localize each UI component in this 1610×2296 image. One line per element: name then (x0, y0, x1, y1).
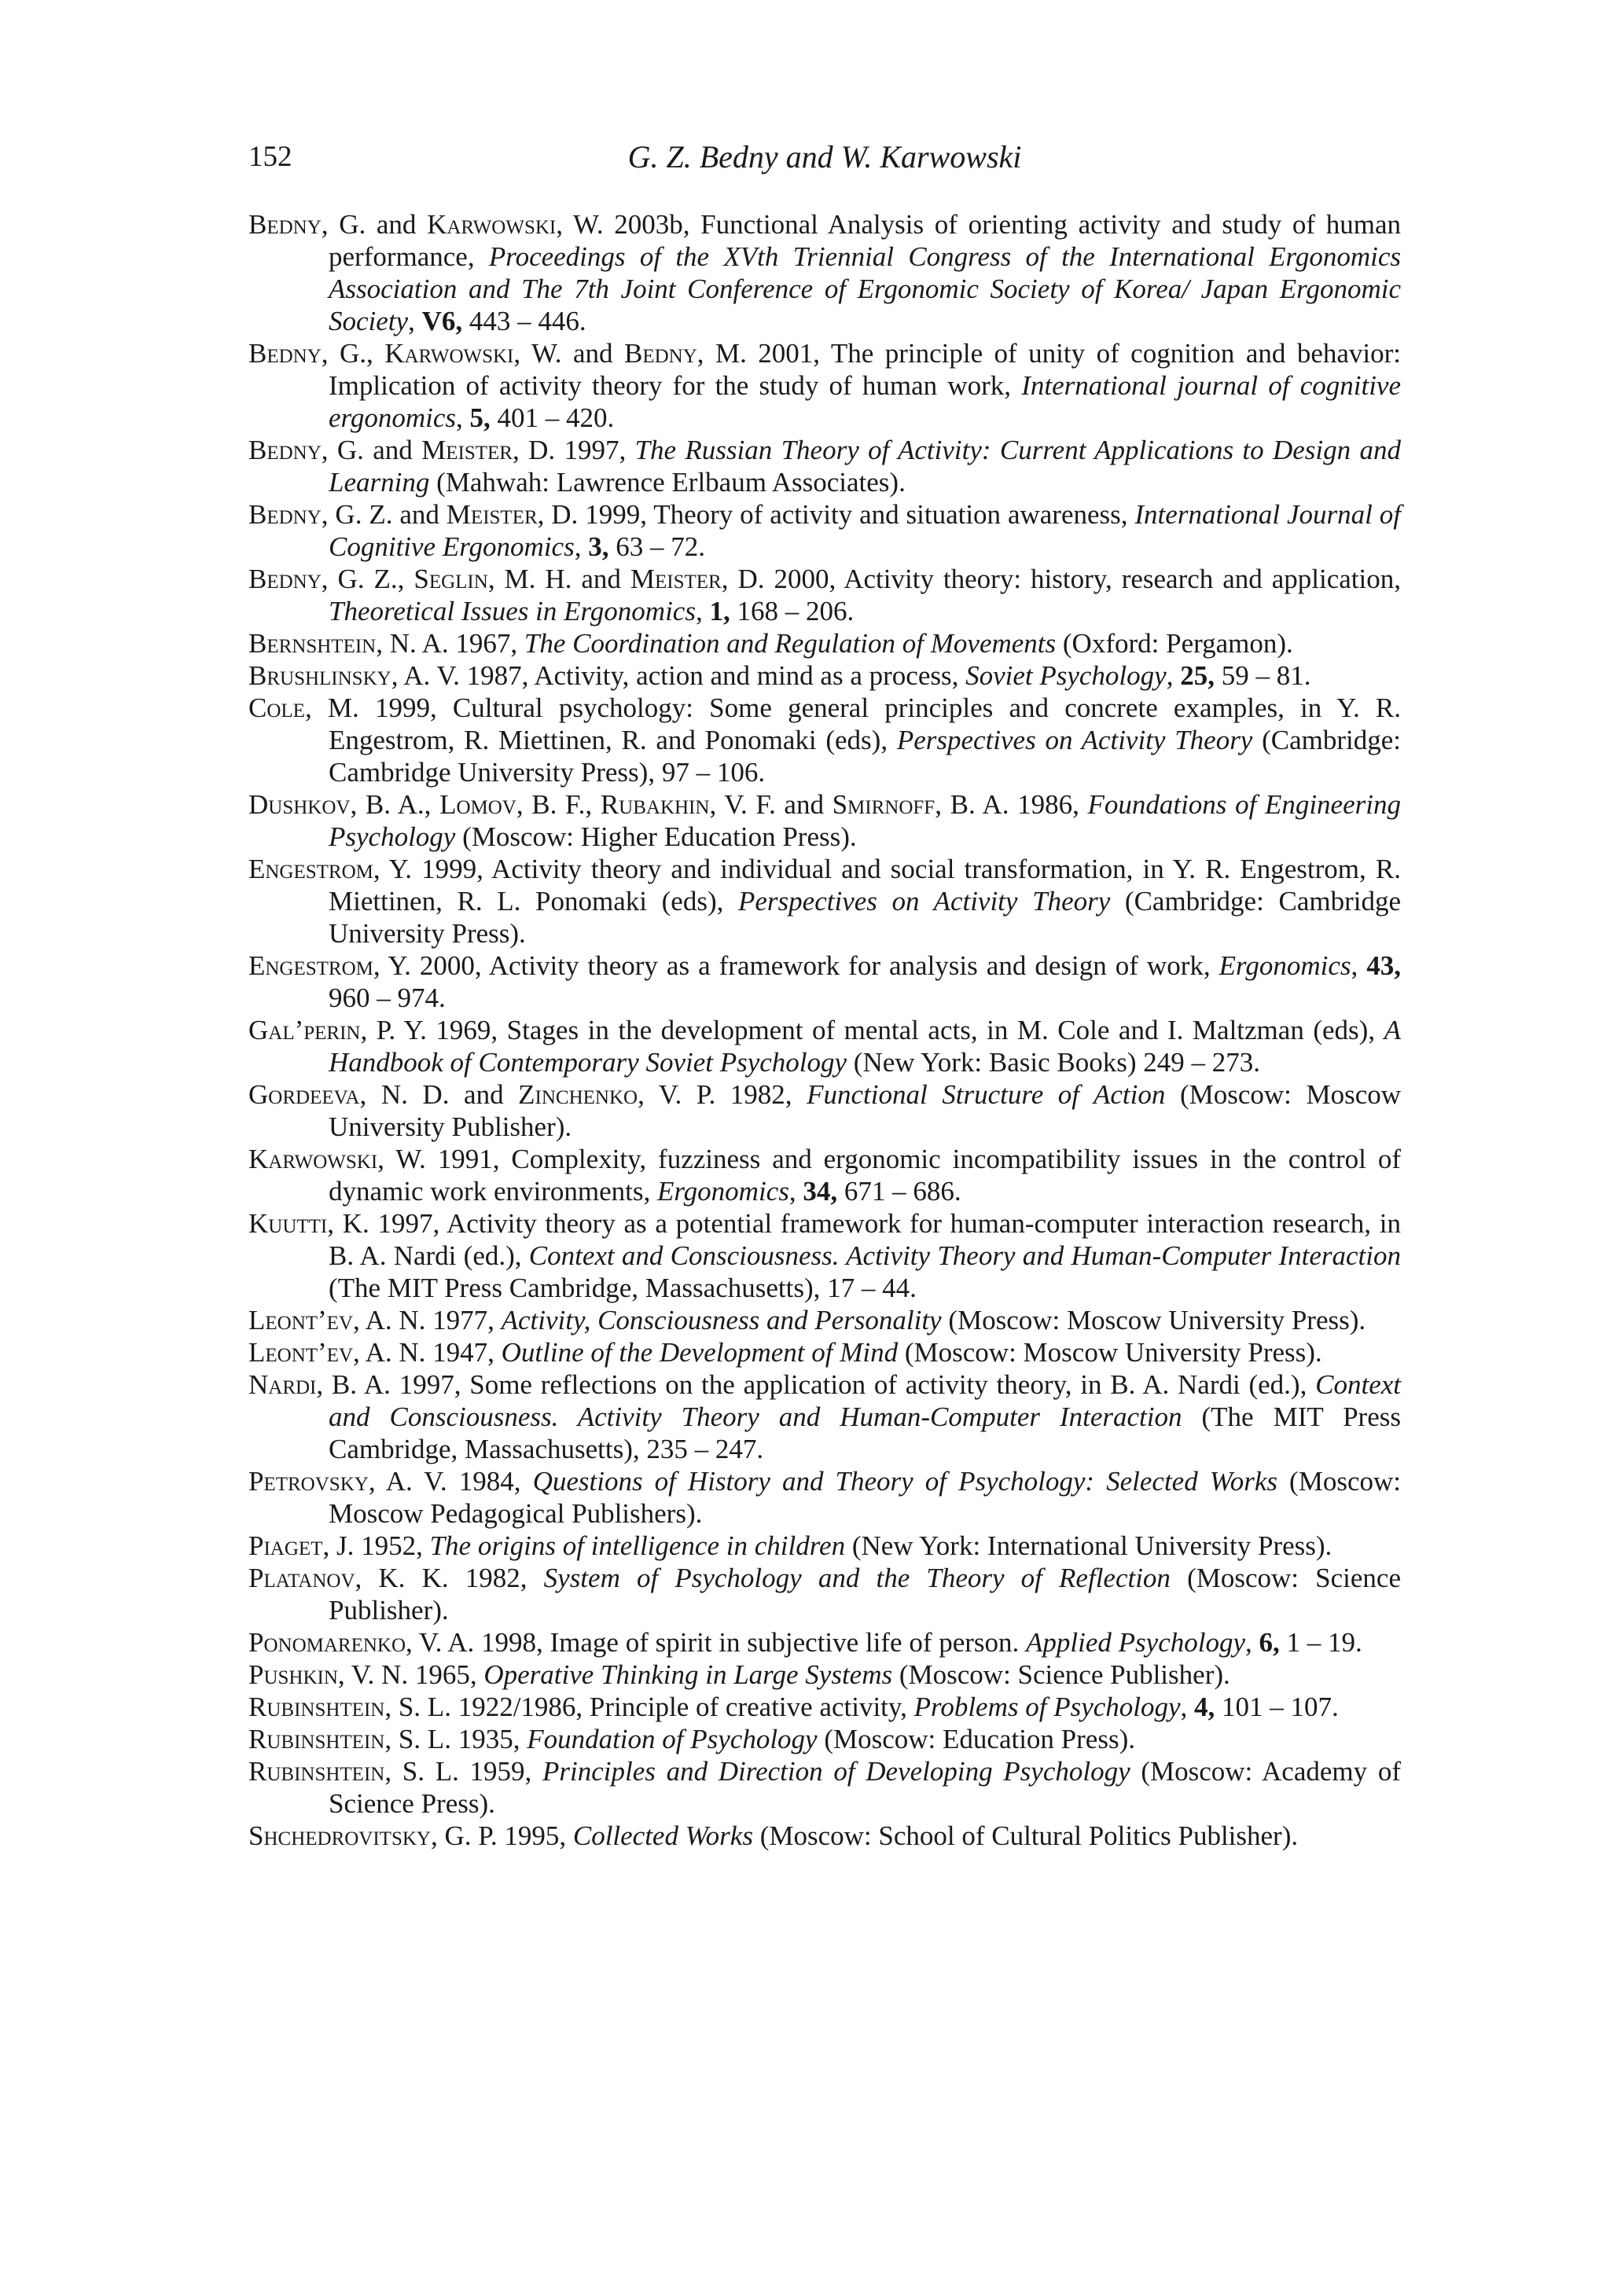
reference-author: Rubinshtein (248, 1692, 385, 1722)
reference-text: (Cambridge: Cambridge University Press), 97 – 106. (329, 725, 1402, 788)
reference-title: Foundation of Psychology (527, 1724, 818, 1754)
reference-author: Zinchenko (518, 1079, 638, 1110)
reference-text: , A. N. 1977, (353, 1305, 502, 1335)
reference-text: , V. F. and (709, 789, 833, 820)
reference-volume: 43, (1366, 950, 1402, 981)
reference-title: Outline of the Development of Mind (501, 1337, 899, 1368)
reference-entry (248, 1336, 1401, 1368)
reference-title: Questions of History and Theory of Psychology: Selected Works (532, 1466, 1277, 1497)
reference-entry (248, 1078, 1401, 1143)
reference-entry (248, 1143, 1401, 1207)
reference-text: , G. Z. and (321, 499, 447, 530)
reference-author: Meister (421, 435, 513, 465)
reference-author: Bernshtein (248, 628, 377, 659)
reference-entry (248, 788, 1401, 853)
reference-entry (248, 1530, 1401, 1562)
reference-volume: 1, (709, 596, 730, 626)
reference-author: Nardi (248, 1369, 317, 1400)
reference-text: , (1351, 950, 1367, 981)
reference-text: , (788, 1176, 803, 1207)
reference-text: (The MIT Press Cambridge, Massachusetts), 235 – 247. (329, 1401, 1401, 1464)
reference-text: , B. A. 1997, Some reflections on the application of activity theory, in B. A. Nardi (ed.), (316, 1369, 1316, 1400)
reference-author: Brushlinsky (248, 660, 391, 691)
reference-text: 101 – 107. (1215, 1692, 1339, 1722)
reference-author: Meister (630, 564, 722, 594)
reference-text: (Cambridge: Cambridge University Press). (329, 886, 1401, 949)
reference-text: , D. 1999, Theory of activity and situation awareness, (537, 499, 1135, 530)
reference-entry (248, 1368, 1401, 1465)
reference-author: Bedny (248, 209, 322, 240)
reference-author: Rubinshtein (248, 1724, 385, 1754)
reference-text: , W. 1991, Complexity, fuzziness and ergonomic incompatibility issues in the control of dynamic work environments, (329, 1144, 1401, 1207)
reference-title: Context and Consciousness. Activity Theory and Human-Computer Interaction (329, 1369, 1401, 1432)
reference-entry (248, 627, 1401, 659)
reference-title: Context and Consciousness. Activity Theory and Human-Computer Interaction (528, 1240, 1401, 1271)
reference-text: , D. 1997, (512, 435, 635, 465)
reference-title: The origins of intelligence in children (429, 1530, 846, 1561)
page-number: 152 (248, 141, 292, 173)
reference-author: Leont’ev (248, 1337, 354, 1368)
reference-author: Lomov (439, 789, 516, 820)
reference-text: , G. and (321, 435, 422, 465)
reference-author: Engestrom (248, 854, 373, 884)
reference-text: , P. Y. 1969, Stages in the development of mental acts, in M. Cole and I. Maltzman (eds), (360, 1015, 1384, 1045)
reference-author: Smirnoff (832, 789, 935, 820)
reference-author: Meister (446, 499, 538, 530)
reference-author: Shchedrovitsky (248, 1820, 431, 1851)
reference-text: , B. F., (516, 789, 601, 820)
reference-text: , K. K. 1982, (355, 1563, 544, 1593)
reference-title: Functional Structure of Action (807, 1079, 1166, 1110)
reference-text: (The MIT Press Cambridge, Massachusetts), 17 – 44. (329, 1273, 917, 1303)
reference-text: 401 – 420. (490, 402, 615, 433)
reference-entry (248, 1755, 1401, 1820)
reference-text: , N. A. 1967, (376, 628, 524, 659)
page-header (248, 135, 1401, 179)
reference-text: 1 – 19. (1279, 1627, 1362, 1658)
reference-text: , W. and (513, 338, 624, 369)
reference-text: (Moscow: Education Press). (817, 1724, 1135, 1754)
reference-text: , (695, 596, 710, 626)
reference-text: (Mahwah: Lawrence Erlbaum Associates). (429, 467, 906, 498)
reference-text: , (1180, 1692, 1195, 1722)
reference-title: Applied Psychology (1026, 1627, 1245, 1658)
reference-text: , K. 1997, Activity theory as a potential framework for human-computer interaction research, in B. A. Nardi (ed.), (327, 1208, 1401, 1271)
reference-volume: 5, (469, 402, 491, 433)
reference-author: Rubakhin (600, 789, 710, 820)
reference-title: Collected Works (572, 1820, 753, 1851)
reference-author: Gal’perin (248, 1015, 361, 1045)
reference-author: Bedny (248, 499, 322, 530)
reference-entry (248, 659, 1401, 692)
reference-text: 59 – 81. (1214, 660, 1311, 691)
reference-text: , (1245, 1627, 1259, 1658)
reference-author: Gordeeva (248, 1079, 360, 1110)
reference-author: Engestrom (248, 950, 373, 981)
reference-text: , Y. 1999, Activity theory and individual and social transformation, in Y. R. Engestrom, R. Miettinen, R. L. Ponomaki (eds), (329, 854, 1401, 917)
reference-title: The Coordination and Regulation of Movements (524, 628, 1057, 659)
reference-text: , G. and (321, 209, 428, 240)
reference-entry (248, 1626, 1401, 1659)
reference-title: Activity, Consciousness and Personality (501, 1305, 942, 1335)
reference-text: , Y. 2000, Activity theory as a framework for analysis and design of work, (373, 950, 1219, 981)
reference-title: Proceedings of the XVth Triennial Congress of the International Ergonomics Association and The 7th Joint Conference of Ergonomic Society of Korea/ Japan Ergonomic Society (329, 241, 1401, 336)
reference-author: Dushkov (248, 789, 351, 820)
reference-entry (248, 1304, 1401, 1336)
reference-entry (248, 1820, 1401, 1852)
reference-entry (248, 337, 1401, 434)
reference-title: Perspectives on Activity Theory (896, 725, 1253, 755)
reference-title: A Handbook of Contemporary Soviet Psychology (329, 1015, 1401, 1078)
reference-text: (Moscow: Science Publisher). (329, 1563, 1401, 1626)
reference-entry (248, 1207, 1401, 1304)
reference-entry (248, 692, 1401, 788)
reference-text: , B. A., (350, 789, 440, 820)
reference-text: , N. D. and (359, 1079, 519, 1110)
reference-text: , S. L. 1935, (384, 1724, 527, 1754)
reference-entry (248, 1562, 1401, 1626)
reference-text: , G. P. 1995, (430, 1820, 573, 1851)
reference-title: Soviet Psychology (965, 660, 1167, 691)
reference-text: (New York: Basic Books) 249 – 273. (847, 1047, 1261, 1078)
reference-text: , (456, 402, 470, 433)
reference-volume: 34, (803, 1176, 838, 1207)
reference-text: , G., (321, 338, 385, 369)
reference-text: 168 – 206. (730, 596, 855, 626)
reference-text: , J. 1952, (322, 1530, 430, 1561)
reference-text: (Moscow: Moscow University Publisher). (329, 1079, 1401, 1142)
reference-volume: 6, (1259, 1627, 1280, 1658)
reference-text: , M. H. and (487, 564, 630, 594)
reference-author: Bedny (248, 564, 322, 594)
reference-text: 960 – 974. (329, 983, 446, 1013)
reference-entry (248, 498, 1401, 563)
reference-text: , G. Z., (321, 564, 414, 594)
reference-author: Bedny (248, 338, 322, 369)
reference-text: , S. L. 1959, (384, 1756, 543, 1787)
reference-text: , (1166, 660, 1181, 691)
reference-author: Rubinshtein (248, 1756, 385, 1787)
reference-text: (Moscow: Moscow University Press). (898, 1337, 1322, 1368)
reference-text: (New York: International University Press). (845, 1530, 1332, 1561)
reference-text: (Oxford: Pergamon). (1056, 628, 1293, 659)
reference-entry (248, 950, 1401, 1014)
reference-author: Bedny (248, 435, 322, 465)
reference-author: Petrovsky (248, 1466, 369, 1497)
reference-title: System of Psychology and the Theory of Reflection (543, 1563, 1171, 1593)
reference-text: , D. 2000, Activity theory: history, research and application, (721, 564, 1402, 594)
reference-text: 63 – 72. (608, 531, 705, 562)
reference-text: (Moscow: Science Publisher). (892, 1659, 1230, 1690)
reference-author: Platanov (248, 1563, 355, 1593)
reference-title: Ergonomics (656, 1176, 789, 1207)
reference-title: Problems of Psychology (913, 1692, 1181, 1722)
reference-author: Karwowski (248, 1144, 378, 1174)
reference-text: , V. N. 1965, (337, 1659, 484, 1690)
reference-title: Perspectives on Activity Theory (738, 886, 1111, 917)
reference-text: (Moscow: Higher Education Press). (455, 821, 857, 852)
reference-author: Seglin (414, 564, 488, 594)
reference-author: Kuutti (248, 1208, 328, 1239)
reference-entry (248, 1723, 1401, 1755)
reference-entry (248, 1659, 1401, 1691)
reference-text: , S. L. 1922/1986, Principle of creative activity, (384, 1692, 914, 1722)
reference-entry (248, 208, 1401, 337)
reference-author: Pushkin (248, 1659, 338, 1690)
reference-text: , (574, 531, 589, 562)
reference-text: , B. A. 1986, (935, 789, 1088, 820)
reference-entry (248, 1691, 1401, 1723)
reference-text: (Moscow: Moscow University Press). (941, 1305, 1366, 1335)
reference-title: International journal of cognitive ergonomics (329, 370, 1402, 433)
reference-entry (248, 853, 1401, 950)
reference-text: , M. 2001, The principle of unity of cognition and behavior: Implication of activity theory for the study of human work, (329, 338, 1401, 401)
reference-text: , W. 2003b, Functional Analysis of orienting activity and study of human performance, (329, 209, 1401, 272)
running-head: G. Z. Bedny and W. Karwowski (627, 139, 1022, 174)
reference-text: , M. 1999, Cultural psychology: Some general principles and concrete examples, in Y. R. Engestrom, R. Miettinen, R. and Ponomaki (eds), (304, 692, 1401, 755)
reference-volume: 3, (588, 531, 609, 562)
reference-text: , V. A. 1998, Image of spirit in subjective life of person. (406, 1627, 1027, 1658)
reference-volume: 25, (1180, 660, 1215, 691)
reference-list (248, 208, 1401, 1852)
reference-text: (Moscow: Moscow Pedagogical Publishers). (329, 1466, 1401, 1529)
reference-text: , A. V. 1987, Activity, action and mind as a process, (391, 660, 966, 691)
reference-text: , A. V. 1984, (368, 1466, 533, 1497)
reference-volume: 4, (1194, 1692, 1215, 1722)
reference-title: Operative Thinking in Large Systems (483, 1659, 893, 1690)
reference-author: Ponomarenko (248, 1627, 406, 1658)
reference-text: 443 – 446. (462, 306, 586, 336)
reference-author: Bedny (623, 338, 697, 369)
reference-entry (248, 1014, 1401, 1078)
reference-text: , A. N. 1947, (353, 1337, 502, 1368)
reference-author: Karwowski (384, 338, 514, 369)
reference-author: Piaget (248, 1530, 323, 1561)
reference-volume: V6, (421, 306, 463, 336)
reference-text: , (408, 306, 422, 336)
reference-title: International Journal of Cognitive Ergonomics (329, 499, 1402, 562)
reference-author: Leont’ev (248, 1305, 354, 1335)
reference-title: Principles and Direction of Developing Psychology (542, 1756, 1130, 1787)
reference-entry (248, 563, 1401, 627)
reference-title: Foundations of Engineering Psychology (329, 789, 1401, 852)
reference-entry (248, 1465, 1401, 1530)
reference-title: The Russian Theory of Activity: Current Applications to Design and Learning (329, 435, 1402, 498)
reference-entry (248, 434, 1401, 498)
reference-title: Theoretical Issues in Ergonomics (329, 596, 696, 626)
reference-author: Cole (248, 692, 305, 723)
reference-text: (Moscow: Academy of Science Press). (329, 1756, 1401, 1819)
reference-text: , V. P. 1982, (638, 1079, 807, 1110)
reference-author: Karwowski (427, 209, 557, 240)
reference-title: Ergonomics (1219, 950, 1351, 981)
reference-text: 671 – 686. (837, 1176, 961, 1207)
reference-text: (Moscow: School of Cultural Politics Publisher). (752, 1820, 1299, 1851)
